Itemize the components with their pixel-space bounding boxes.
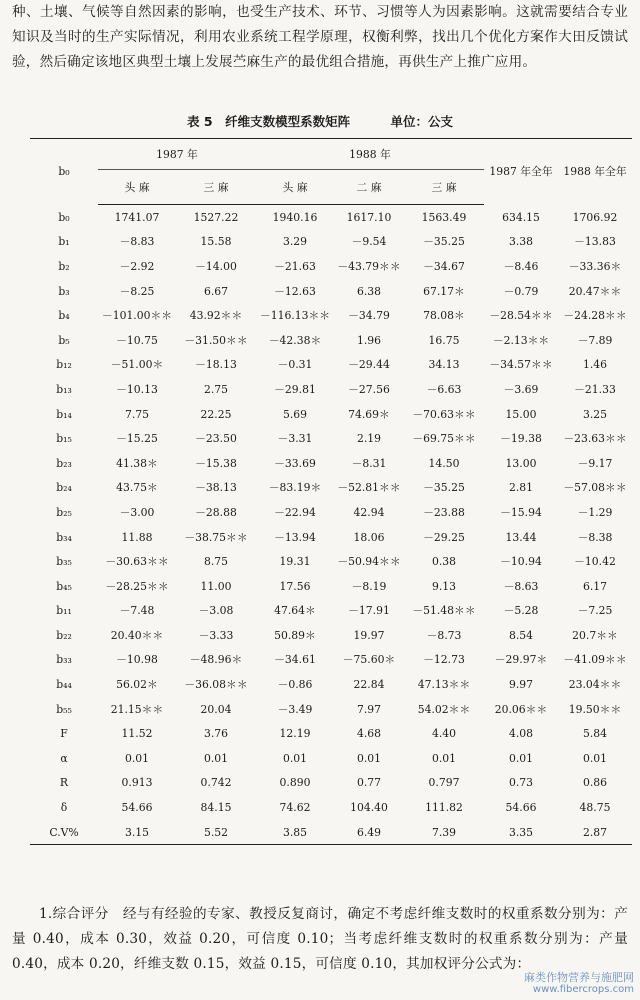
- table-cell: －2.92: [119, 259, 155, 273]
- table-cell: －8.25: [119, 284, 155, 298]
- table-row: [30, 328, 632, 353]
- table-cell: －21.33: [574, 382, 616, 396]
- table-cell: －38.75＊＊: [184, 530, 248, 544]
- table-cell: 23.04＊＊: [568, 678, 622, 692]
- table-cell: －8.63: [503, 579, 539, 593]
- table-cell: 9.13: [431, 579, 457, 593]
- table-cell: －24.28＊＊: [563, 309, 627, 323]
- table-cell: －21.63: [274, 259, 316, 273]
- table-cell: 15.00: [505, 407, 537, 421]
- table-cell: 20.7＊＊: [572, 628, 618, 642]
- table-row: [30, 599, 632, 624]
- coefficient-table: [30, 138, 632, 845]
- table-cell: －29.25: [423, 530, 465, 544]
- table-cell: 41.38＊: [116, 456, 158, 470]
- table-cell: 1741.07: [114, 210, 160, 224]
- row-label: b₁₄: [56, 407, 72, 421]
- table-row: [30, 476, 632, 501]
- row-label: C.V%: [30, 820, 98, 845]
- table-cell: 0.742: [200, 776, 232, 790]
- table-cell: －8.38: [577, 530, 613, 544]
- table-cell: 1.96: [356, 333, 382, 347]
- intro-paragraph: 种、土壤、气候等自然因素的影响，也受生产技术、环节、习惯等人为因素影响。这就需要结合专业知识及当时的生产实际情况，利用农业系统工程学原理，权衡利弊，找出几个优化方案作大田反馈试验，然后确定该地区典型土壤上发展苎麻生产的最优组合措施，再供生产上推广应用。: [12, 4, 628, 70]
- table-cell: －8.83: [119, 235, 155, 249]
- table-cell: －8.46: [503, 259, 539, 273]
- row-label: b₁₅: [56, 432, 72, 446]
- table-row: [30, 254, 632, 279]
- watermark: [464, 972, 634, 996]
- table-cell: 634.15: [502, 210, 540, 224]
- header-year-1987: 1987 年: [98, 139, 256, 170]
- table-cell: －28.25＊＊: [105, 579, 169, 593]
- table-cell: －35.25: [423, 481, 465, 495]
- table-cell: －29.97＊: [494, 653, 548, 667]
- table-cell: 20.06＊＊: [494, 702, 548, 716]
- header-sub-col: 三 麻: [404, 170, 484, 205]
- table-cell: 6.49: [334, 820, 404, 845]
- table-cell: －7.89: [577, 333, 613, 347]
- row-label: b₂: [58, 259, 70, 273]
- table-row: [30, 820, 632, 845]
- header-year-1988: 1988 年: [256, 139, 484, 170]
- table-cell: 34.13: [428, 358, 460, 372]
- table-row: [30, 525, 632, 550]
- table-cell: 12.19: [279, 727, 311, 741]
- table-cell: 42.94: [353, 505, 385, 519]
- table-cell: －36.08＊＊: [184, 678, 248, 692]
- table-cell: 19.97: [353, 628, 385, 642]
- table-cell: 7.97: [356, 702, 382, 716]
- table-cell: －38.13: [195, 481, 237, 495]
- watermark-url: www.fibercrops.com: [532, 984, 634, 995]
- table-cell: 6.17: [582, 579, 608, 593]
- table-cell: －29.44: [348, 358, 390, 372]
- table-cell: －22.94: [274, 505, 316, 519]
- table-cell: －23.50: [195, 432, 237, 446]
- table-cell: 54.66: [505, 801, 537, 815]
- table-cell: 20.40＊＊: [110, 628, 164, 642]
- row-label: b₃₅: [56, 555, 72, 569]
- table-cell: 3.85: [256, 820, 334, 845]
- table-cell: 47.64＊: [274, 604, 316, 618]
- table-cell: －0.79: [503, 284, 539, 298]
- table-cell: －7.48: [119, 604, 155, 618]
- table-cell: 54.66: [121, 801, 153, 815]
- table-cell: －0.31: [277, 358, 313, 372]
- table-cell: －41.09＊＊: [563, 653, 627, 667]
- table-cell: －50.94＊＊: [337, 555, 401, 569]
- table-cell: －19.38: [500, 432, 542, 446]
- row-label: b₂₃: [56, 456, 72, 470]
- table-cell: 0.890: [279, 776, 311, 790]
- table-cell: 0.01: [508, 751, 534, 765]
- header-1988-all: 1988 年全年: [558, 139, 632, 205]
- row-label: b₂₅: [56, 505, 72, 519]
- table-row: [30, 426, 632, 451]
- header-1987-all: 1987 年全年: [484, 139, 558, 205]
- table-cell: 3.15: [98, 820, 176, 845]
- table-row: [30, 574, 632, 599]
- table-cell: －27.56: [348, 382, 390, 396]
- table-cell: 0.01: [282, 751, 308, 765]
- table-cell: 50.89＊: [274, 628, 316, 642]
- table-cell: －116.13＊＊: [259, 309, 331, 323]
- table-row: [30, 623, 632, 648]
- footer-paragraph: 1.综合评分 经与有经验的专家、教授反复商讨，确定不考虑纤维支数时的权重系数分别为：产量 0.40，成本 0.30，效益 0.20，可信度 0.10；当考虑纤维支数时的权重系数分别为：产量 0.40，成本 0.20，纤维支数 0.15，效益 0.15，可信度 0.10，其加权评分公式为：: [12, 906, 628, 972]
- table-cell: －28.88: [195, 505, 237, 519]
- table-cell: －35.25: [423, 235, 465, 249]
- table-cell: －15.38: [195, 456, 237, 470]
- row-label: b₄₅: [56, 579, 72, 593]
- table-cell: 47.13＊＊: [417, 678, 471, 692]
- table-cell: 1.46: [582, 358, 608, 372]
- table-cell: 22.25: [200, 407, 232, 421]
- table-cell: 1563.49: [421, 210, 467, 224]
- table-cell: 5.84: [582, 727, 608, 741]
- table-cell: 0.38: [431, 555, 457, 569]
- table-row: [30, 500, 632, 525]
- table-cell: －10.42: [574, 555, 616, 569]
- table-cell: －15.94: [500, 505, 542, 519]
- table-cell: －33.69: [274, 456, 316, 470]
- table-cell: －57.08＊＊: [563, 481, 627, 495]
- table-cell: －23.63＊＊: [563, 432, 627, 446]
- table-cell: －15.25: [116, 432, 158, 446]
- table-cell: －12.63: [274, 284, 316, 298]
- row-label: b₂₂: [56, 628, 72, 642]
- table-cell: 3.25: [582, 407, 608, 421]
- table-cell: －52.81＊＊: [337, 481, 401, 495]
- table-cell: －3.00: [119, 505, 155, 519]
- table-cell: 104.40: [350, 801, 388, 815]
- row-label: b₄: [58, 309, 70, 323]
- table-cell: 13.00: [505, 456, 537, 470]
- watermark-title: 麻类作物营养与施肥网: [524, 971, 634, 984]
- table-cell: 18.06: [353, 530, 385, 544]
- header-sub-col: 头 麻: [98, 170, 176, 205]
- table-cell: －75.60＊: [342, 653, 396, 667]
- table-cell: －17.91: [348, 604, 390, 618]
- row-label: α: [60, 751, 68, 765]
- table-cell: 4.08: [508, 727, 534, 741]
- table-cell: 9.97: [508, 678, 534, 692]
- table-cell: 4.40: [431, 727, 457, 741]
- table-cell: 8.54: [508, 628, 534, 642]
- table-cell: 0.01: [582, 751, 608, 765]
- table-cell: 4.68: [356, 727, 382, 741]
- row-label: b₁₃: [56, 382, 72, 396]
- table-row: [30, 230, 632, 255]
- table-cell: 48.75: [579, 801, 611, 815]
- table-cell: －9.17: [577, 456, 613, 470]
- row-label: b₃₄: [56, 530, 72, 544]
- table-cell: 7.39: [404, 820, 484, 845]
- table-body: [30, 205, 632, 845]
- table-row: [30, 795, 632, 820]
- table-cell: －3.69: [503, 382, 539, 396]
- table-row: [30, 721, 632, 746]
- table-cell: 78.08＊: [423, 309, 465, 323]
- table-cell: －10.75: [116, 333, 158, 347]
- table-cell: 0.01: [124, 751, 150, 765]
- row-label: b₃₃: [56, 653, 72, 667]
- table-cell: 6.67: [203, 284, 229, 298]
- table-row: [30, 549, 632, 574]
- table-cell: 6.38: [356, 284, 382, 298]
- table-cell: －7.25: [577, 604, 613, 618]
- table-cell: 0.797: [428, 776, 460, 790]
- table-cell: 111.82: [425, 801, 463, 815]
- table-cell: －34.79: [348, 309, 390, 323]
- table-cell: 15.58: [200, 235, 232, 249]
- table-cell: －3.49: [277, 702, 313, 716]
- table-cell: 17.56: [279, 579, 311, 593]
- table-cell: －51.00＊: [110, 358, 164, 372]
- table-cell: －69.75＊＊: [412, 432, 476, 446]
- table-cell: －3.31: [277, 432, 313, 446]
- table-cell: 11.88: [121, 530, 153, 544]
- table-cell: 0.913: [121, 776, 153, 790]
- table-cell: －101.00＊＊: [101, 309, 173, 323]
- table-cell: －34.61: [274, 653, 316, 667]
- coefficient-table-container: [30, 138, 632, 845]
- table-row: [30, 697, 632, 722]
- table-cell: 7.75: [124, 407, 150, 421]
- table-cell: 43.75＊: [116, 481, 158, 495]
- table-cell: －8.73: [426, 628, 462, 642]
- table-cell: －2.13＊＊: [492, 333, 550, 347]
- table-cell: 43.92＊＊: [189, 309, 243, 323]
- table-cell: 2.19: [356, 432, 382, 446]
- table-cell: －29.81: [274, 382, 316, 396]
- table-cell: 54.02＊＊: [417, 702, 471, 716]
- table-unit: 单位：公支: [390, 114, 453, 129]
- table-cell: 2.81: [508, 481, 534, 495]
- table-cell: －18.13: [195, 358, 237, 372]
- header-sub-col: 三 麻: [176, 170, 256, 205]
- table-row: [30, 672, 632, 697]
- table-row: [30, 377, 632, 402]
- table-cell: 56.02＊: [116, 678, 158, 692]
- table-cell: －8.19: [351, 579, 387, 593]
- table-cell: 2.75: [203, 382, 229, 396]
- row-label: b₀: [58, 210, 70, 224]
- row-label: δ: [60, 801, 68, 815]
- table-cell: 20.04: [200, 702, 232, 716]
- table-caption: 表 5 纤维支数模型系数矩阵: [187, 114, 351, 129]
- table-cell: －70.63＊＊: [412, 407, 476, 421]
- table-cell: 67.17＊: [423, 284, 465, 298]
- table-cell: －42.38＊: [268, 333, 322, 347]
- table-cell: －34.57＊＊: [489, 358, 553, 372]
- table-cell: 0.73: [508, 776, 534, 790]
- table-cell: －23.88: [423, 505, 465, 519]
- table-caption-bar: [0, 112, 640, 130]
- row-label: b₅₅: [56, 702, 72, 716]
- table-cell: 11.00: [200, 579, 232, 593]
- table-cell: －10.13: [116, 382, 158, 396]
- table-cell: 13.44: [505, 530, 537, 544]
- table-cell: －13.83: [574, 235, 616, 249]
- table-cell: 20.47＊＊: [568, 284, 622, 298]
- table-cell: 3.38: [508, 235, 534, 249]
- table-cell: －3.33: [198, 628, 234, 642]
- table-row: [30, 451, 632, 476]
- table-cell: 16.75: [428, 333, 460, 347]
- table-row: [30, 279, 632, 304]
- row-label: b₅: [58, 333, 70, 347]
- table-cell: 1527.22: [193, 210, 239, 224]
- table-cell: 0.01: [431, 751, 457, 765]
- table-row: [30, 402, 632, 427]
- table-cell: 19.50＊＊: [568, 702, 622, 716]
- table-cell: －5.28: [503, 604, 539, 618]
- row-label: b₁₂: [56, 358, 72, 372]
- table-cell: 74.69＊: [348, 407, 390, 421]
- table-cell: －83.19＊: [268, 481, 322, 495]
- table-cell: －28.54＊＊: [489, 309, 553, 323]
- table-cell: －10.98: [116, 653, 158, 667]
- table-cell: －3.08: [198, 604, 234, 618]
- table-cell: 19.31: [279, 555, 311, 569]
- table-cell: －0.86: [277, 678, 313, 692]
- table-cell: 2.87: [558, 820, 632, 845]
- table-cell: －14.00: [195, 259, 237, 273]
- table-cell: 21.15＊＊: [110, 702, 164, 716]
- header-sub-col: 头 麻: [256, 170, 334, 205]
- row-label: b₃: [58, 284, 70, 298]
- table-row: [30, 648, 632, 673]
- row-label: b₄₄: [56, 678, 72, 692]
- table-cell: 74.62: [279, 801, 311, 815]
- table-cell: 84.15: [200, 801, 232, 815]
- table-row: [30, 746, 632, 771]
- table-cell: －31.50＊＊: [184, 333, 248, 347]
- table-cell: 1706.92: [572, 210, 618, 224]
- table-cell: －8.31: [351, 456, 387, 470]
- row-label: R: [59, 776, 69, 790]
- table-cell: －43.79＊＊: [337, 259, 401, 273]
- table-cell: －30.63＊＊: [105, 555, 169, 569]
- table-cell: 5.69: [282, 407, 308, 421]
- table-cell: 22.84: [353, 678, 385, 692]
- table-cell: 1940.16: [272, 210, 318, 224]
- table-cell: －33.36＊: [568, 259, 622, 273]
- table-row: [30, 771, 632, 796]
- table-cell: 3.35: [484, 820, 558, 845]
- row-label: b₁: [58, 235, 70, 249]
- table-cell: 14.50: [428, 456, 460, 470]
- table-row: [30, 353, 632, 378]
- table-cell: －10.94: [500, 555, 542, 569]
- table-cell: －13.94: [274, 530, 316, 544]
- table-row: [30, 205, 632, 230]
- table-cell: －34.67: [423, 259, 465, 273]
- table-row: [30, 303, 632, 328]
- table-cell: －51.48＊＊: [412, 604, 476, 618]
- table-cell: －9.54: [351, 235, 387, 249]
- header-sub-col: 二 麻: [334, 170, 404, 205]
- table-cell: －48.96＊: [189, 653, 243, 667]
- table-cell: 0.77: [356, 776, 382, 790]
- table-cell: 0.86: [582, 776, 608, 790]
- table-cell: 0.01: [356, 751, 382, 765]
- table-cell: 3.29: [282, 235, 308, 249]
- table-cell: －6.63: [426, 382, 462, 396]
- table-cell: 8.75: [203, 555, 229, 569]
- table-cell: －1.29: [577, 505, 613, 519]
- table-cell: 3.76: [203, 727, 229, 741]
- table-cell: 11.52: [121, 727, 153, 741]
- table-cell: 5.52: [176, 820, 256, 845]
- table-cell: 0.01: [203, 751, 229, 765]
- row-header-b0: b₀: [30, 139, 98, 205]
- table-cell: －12.73: [423, 653, 465, 667]
- row-label: F: [60, 727, 68, 741]
- row-label: b₂₄: [56, 481, 72, 495]
- table-cell: 1617.10: [346, 210, 392, 224]
- row-label: b₁₁: [56, 604, 72, 618]
